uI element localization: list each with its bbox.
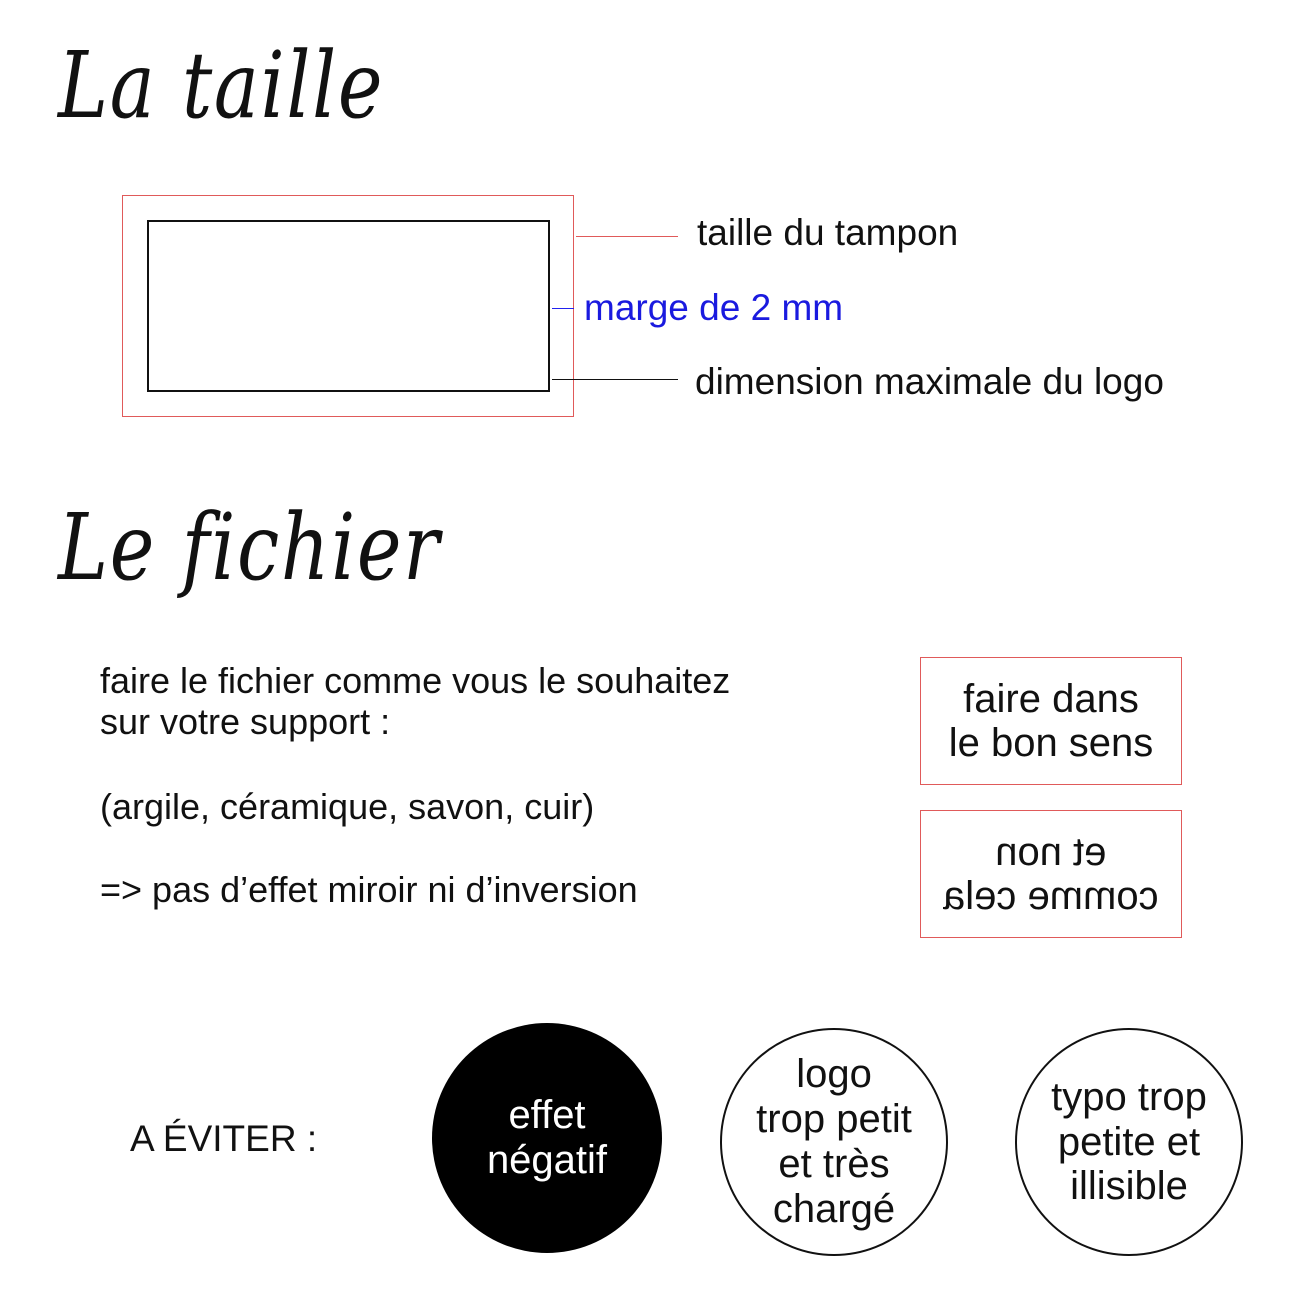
circle2-line-2: trop petit	[756, 1097, 912, 1142]
section-title-fichier: Le fichier	[58, 494, 441, 601]
margin-label: marge de 2 mm	[584, 287, 844, 328]
logo-leader-line	[552, 379, 678, 380]
mirrored-example	[920, 810, 1182, 938]
correct-example-line-1: faire dans	[963, 677, 1139, 721]
instructions-line-2: sur votre support :	[100, 701, 391, 743]
circle2-line-3: et très	[778, 1142, 890, 1186]
instructions-line-1: faire le fichier comme vous le souhaitez	[100, 660, 731, 701]
no-mirror-rule: => pas d’effet miroir ni d’inversion	[100, 869, 638, 910]
circle1-line-1: effet	[508, 1093, 586, 1138]
mirrored-example-line-2: comme cela	[943, 874, 1159, 918]
logo-dimension-label: dimension maximale du logo	[695, 361, 1164, 402]
mirrored-example-line-1: et non	[995, 830, 1107, 874]
circle1-line-2: négatif	[486, 1138, 608, 1182]
negative-effect-circle	[432, 1023, 662, 1253]
small-logo-circle	[720, 1028, 948, 1256]
circle3-line-3: illisible	[1070, 1164, 1188, 1209]
section-title-taille: La taille	[58, 32, 385, 139]
small-font-circle	[1015, 1028, 1243, 1256]
materials-text: (argile, céramique, savon, cuir)	[100, 786, 595, 827]
correct-example-line-2: le bon sens	[948, 721, 1154, 765]
stamp-size-label: taille du tampon	[697, 212, 959, 253]
circle3-line-1: typo trop	[1051, 1074, 1207, 1119]
circle3-line-2: petite et	[1057, 1119, 1201, 1164]
correct-orientation-example	[920, 657, 1182, 785]
circle2-line-4: chargé	[772, 1186, 896, 1231]
stamp-size-leader-line	[576, 236, 678, 237]
margin-leader-line	[552, 308, 574, 309]
avoid-label: A ÉVITER :	[130, 1118, 318, 1159]
logo-max-box	[147, 220, 550, 392]
instructions-paragraph	[100, 660, 730, 742]
circle2-line-1: logo	[796, 1052, 872, 1097]
